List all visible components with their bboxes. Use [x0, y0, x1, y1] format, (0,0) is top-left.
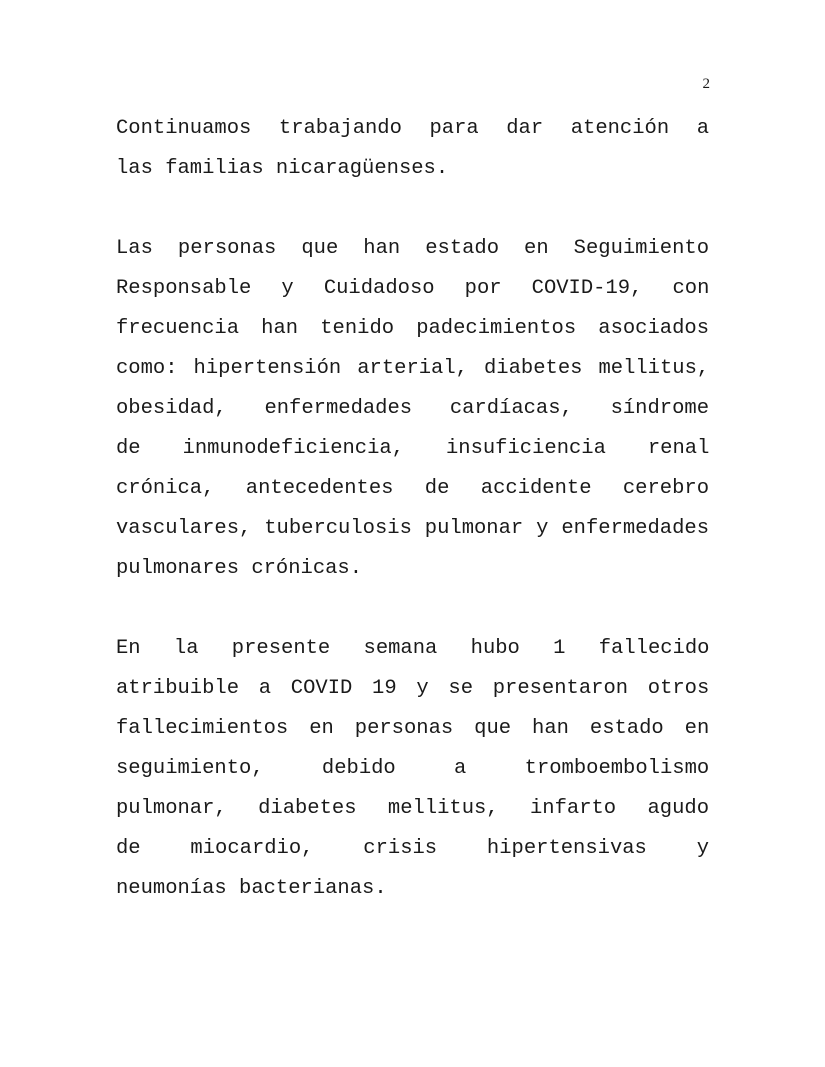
text-line: obesidad, enfermedades cardíacas, síndrome — [116, 397, 709, 420]
text-line: fallecimientos en personas que han estado en — [116, 717, 710, 740]
paragraph-deaths — [116, 635, 709, 915]
text-line: Las personas que han estado en Seguimiento — [116, 237, 709, 260]
text-line: de miocardio, crisis hipertensivas y — [116, 837, 709, 860]
text-line: pulmonar, diabetes mellitus, infarto agudo — [116, 797, 709, 820]
text-line: Responsable y Cuidadoso por COVID-19, con — [116, 277, 710, 300]
text-line: de inmunodeficiencia, insuficiencia renal — [116, 437, 710, 460]
text-line: seguimiento, debido a tromboembolismo — [116, 757, 710, 780]
text-line: En la presente semana hubo 1 fallecido — [116, 637, 710, 660]
page-number: 2 — [702, 76, 710, 92]
text-line: como: hipertensión arterial, diabetes mellitus, — [116, 357, 710, 380]
text-line: pulmonares crónicas. — [116, 557, 363, 580]
text-line: Continuamos trabajando para dar atención a — [116, 117, 709, 140]
text-line: vasculares, tuberculosis pulmonar y enfermedades — [116, 517, 709, 540]
paragraph-intro — [116, 115, 709, 195]
text-line: frecuencia han tenido padecimientos asociados — [116, 317, 709, 340]
text-line: las familias nicaragüenses. — [116, 157, 449, 180]
text-line: crónica, antecedentes de accidente cerebro — [116, 477, 709, 500]
text-line: atribuible a COVID 19 y se presentaron otros — [116, 677, 710, 700]
paragraph-comorbidities — [116, 235, 709, 595]
text-line: neumonías bacterianas. — [116, 877, 387, 900]
